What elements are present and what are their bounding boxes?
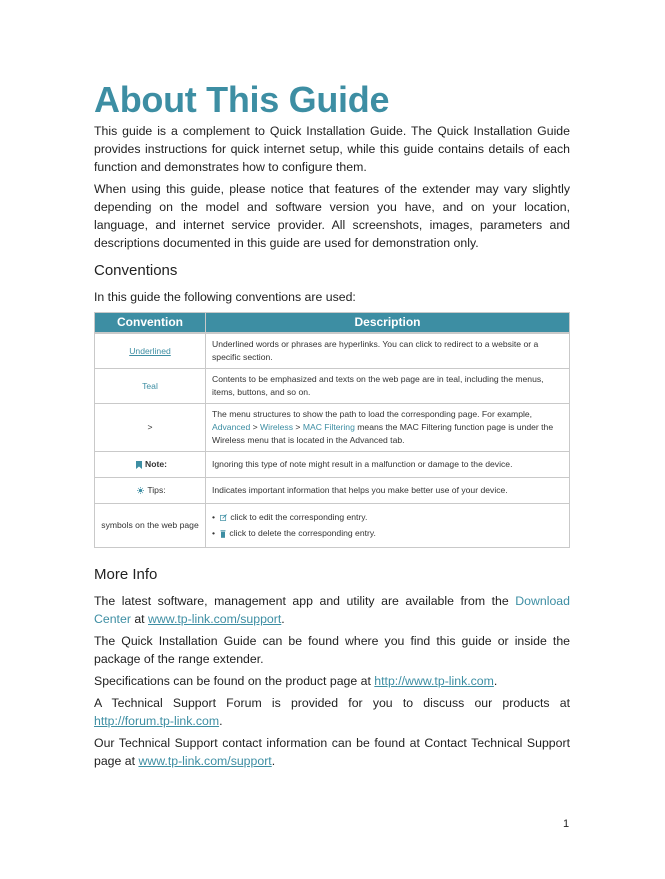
description-cell xyxy=(206,504,570,548)
convention-underlined[interactable]: Underlined xyxy=(129,345,171,356)
column-header-convention: Convention xyxy=(95,313,206,334)
conventions-table xyxy=(94,312,570,548)
convention-note: Note: xyxy=(95,452,206,478)
more-info-paragraph-3: Specifications can be found on the product page at http://www.tp-link.com. xyxy=(94,674,498,688)
description-cell: Indicates important information that helps you make better use of your device. xyxy=(206,478,570,504)
description-cell: Underlined words or phrases are hyperlinks. You can click to redirect to a website or a specific section. xyxy=(206,333,570,369)
description-cell: Contents to be emphasized and texts on the web page are in teal, including the menus, items, buttons, and so on. xyxy=(206,369,570,404)
forum-link[interactable]: http://forum.tp-link.com xyxy=(94,714,220,728)
edit-icon xyxy=(220,514,227,521)
list-item: • click to edit the corresponding entry. xyxy=(212,512,368,522)
convention-tips: Tips: xyxy=(95,478,206,504)
convention-teal: Teal xyxy=(142,380,158,391)
description-cell: Ignoring this type of note might result in a malfunction or damage to the device. xyxy=(206,452,570,478)
more-info-paragraph-5: Our Technical Support contact information can be found at Contact Technical Support page at www.tp-link.com/support. xyxy=(94,736,570,768)
more-info-paragraph-2: The Quick Installation Guide can be found where you find this guide or inside the package of the range extender. xyxy=(94,634,570,666)
conventions-lead: In this guide the following conventions are used: xyxy=(94,290,356,304)
more-info-heading: More Info xyxy=(94,566,158,583)
table-row xyxy=(95,404,570,452)
path-advanced: Advanced xyxy=(212,422,251,432)
table-row xyxy=(95,452,570,478)
table-row xyxy=(95,369,570,404)
trash-icon xyxy=(220,530,226,538)
product-page-link[interactable]: http://www.tp-link.com xyxy=(374,674,494,688)
page-number: 1 xyxy=(563,818,570,830)
bookmark-icon xyxy=(136,461,142,469)
path-mac-filtering: MAC Filtering xyxy=(302,422,355,432)
column-header-description: Description xyxy=(206,313,570,334)
document-page xyxy=(94,78,570,774)
convention-symbols: symbols on the web page xyxy=(95,504,206,548)
download-center-link[interactable]: Download Center xyxy=(94,594,570,626)
more-info-paragraph-1: The latest software, management app and utility are available from the Download Center at www.tp-link.com/support. xyxy=(94,594,570,626)
conventions-heading: Conventions xyxy=(94,262,178,279)
more-info-paragraph-4: A Technical Support Forum is provided for you to discuss our products at http://forum.tp-link.com. xyxy=(94,696,570,728)
table-row xyxy=(95,333,570,369)
description-cell: The menu structures to show the path to load the corresponding page. For example, Advanced > Wireless > MAC Filtering means the MAC Filtering function page is under the Wireless menu that is located in the Advanced tab. xyxy=(206,404,570,452)
intro-paragraph-1: This guide is a complement to Quick Installation Guide. The Quick Installation Guide provides instructions for quick internet setup, while this guide contains details of each function and demonstrates how to configure them. xyxy=(94,124,570,174)
path-wireless: Wireless xyxy=(260,422,293,432)
intro-paragraph-2: When using this guide, please notice that features of the extender may vary slightly depending on the model and software version you have, and on your location, language, and internet service provider. All screenshots, images, parameters and descriptions documented in this guide are used for demonstration only. xyxy=(94,182,570,250)
list-item: • click to delete the corresponding entry. xyxy=(212,528,376,538)
convention-arrow: > xyxy=(95,404,206,452)
table-row xyxy=(95,504,570,548)
page-title: About This Guide xyxy=(94,79,390,120)
table-row xyxy=(95,478,570,504)
support-link[interactable]: www.tp-link.com/support xyxy=(148,612,282,626)
lightbulb-icon xyxy=(137,487,144,494)
contact-support-link[interactable]: www.tp-link.com/support xyxy=(138,754,272,768)
table-header-row xyxy=(95,313,570,334)
